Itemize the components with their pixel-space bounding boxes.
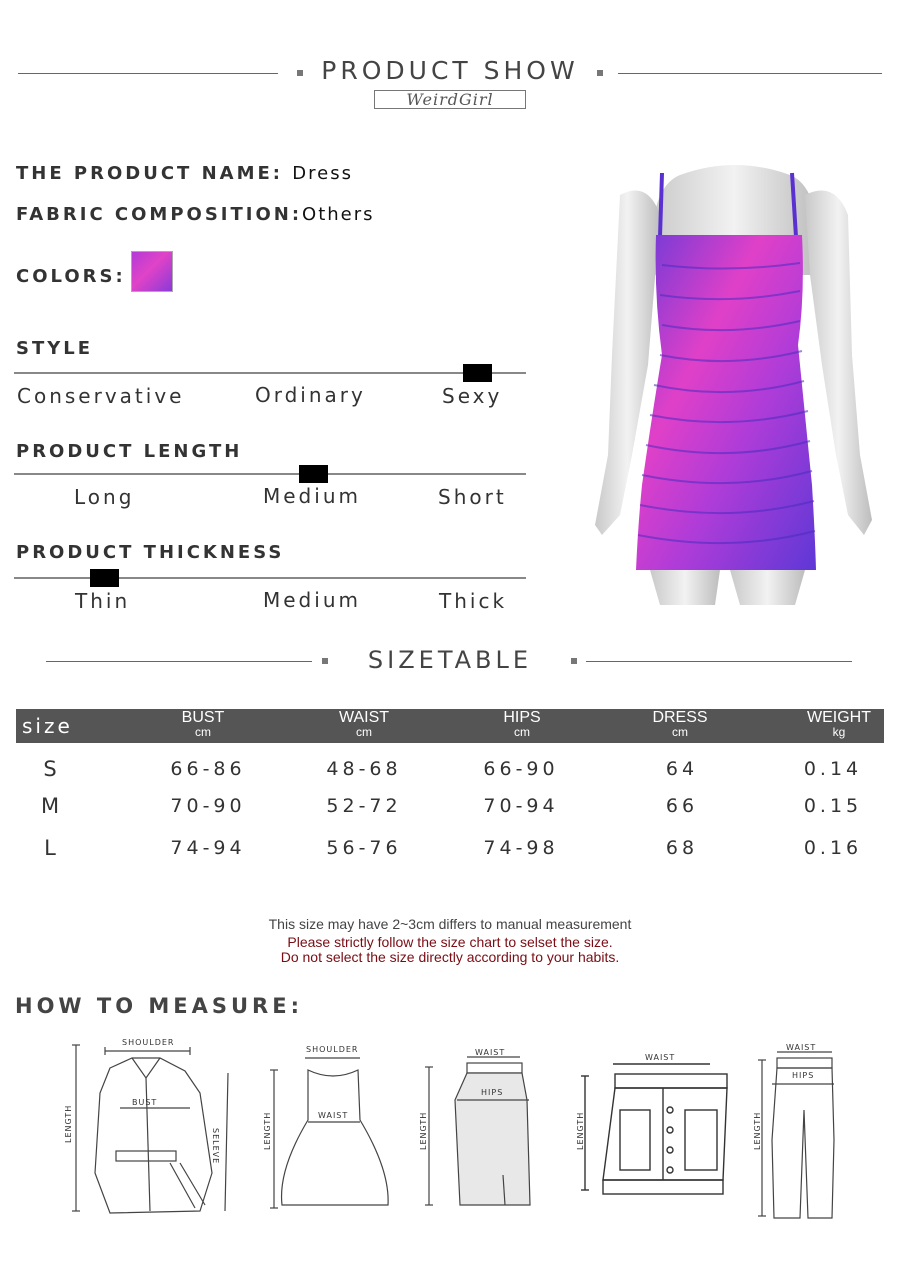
pants-sketch	[752, 1040, 852, 1225]
cell-dress: 68	[665, 837, 699, 859]
label-hips: HIPS	[481, 1088, 504, 1097]
header-dress	[640, 709, 720, 738]
label-length: LENGTH	[419, 1111, 428, 1150]
header-weight-name: WEIGHT	[807, 709, 871, 726]
dress-body	[636, 235, 816, 570]
header-weight-unit: kg	[832, 725, 846, 739]
label-length: LENGTH	[576, 1111, 585, 1150]
cell-bust: 70-90	[170, 795, 246, 817]
header-size: size	[22, 714, 73, 738]
dress-sketch	[260, 1040, 395, 1215]
sizetable-bullet-right	[571, 658, 577, 664]
label-waist: WAIST	[475, 1048, 506, 1057]
jacket-sketch	[50, 1033, 240, 1223]
style-scale-line	[14, 372, 526, 374]
header-rule-right	[618, 73, 882, 74]
mannequin-right-arm	[805, 191, 872, 536]
note-warning	[0, 935, 900, 965]
sizetable-title: SIZETABLE	[367, 646, 533, 674]
cell-dress: 66	[665, 795, 699, 817]
cell-hips: 70-94	[483, 795, 559, 817]
note-warning-line2: Do not select the size directly according to your habits.	[280, 949, 620, 965]
header-waist-unit: cm	[356, 725, 372, 739]
fabric-label: FABRIC COMPOSITION:	[16, 204, 303, 225]
dress-strap-left	[660, 173, 662, 237]
brand-logo: WeirdGirl	[374, 90, 526, 109]
label-length: LENGTH	[64, 1104, 73, 1143]
colors-label: COLORS:	[16, 266, 126, 287]
product-name-label: THE PRODUCT NAME:	[16, 163, 283, 184]
note-warning-line1: Please strictly follow the size chart to selset the size.	[287, 934, 613, 950]
style-option-sexy: Sexy	[442, 384, 503, 408]
cell-hips: 74-98	[483, 837, 559, 859]
cell-weight: 0.15	[803, 795, 863, 817]
product-name-value: Dress	[292, 163, 353, 184]
thickness-marker	[90, 569, 119, 587]
length-option-short: Short	[438, 485, 507, 509]
length-option-medium: Medium	[263, 484, 361, 508]
header-weight	[799, 709, 879, 738]
header-hips	[482, 709, 562, 738]
header-bust-unit: cm	[195, 725, 211, 739]
fabric-value: Others	[302, 204, 375, 225]
row-size: L	[44, 836, 56, 860]
header-hips-name: HIPS	[503, 709, 541, 726]
row-size: M	[40, 794, 60, 818]
label-hips: HIPS	[792, 1071, 815, 1080]
mannequin-right-leg	[730, 570, 805, 605]
thickness-option-medium: Medium	[263, 588, 361, 612]
cell-weight: 0.14	[803, 758, 863, 780]
length-title: PRODUCT LENGTH	[16, 441, 243, 462]
row-size: S	[43, 757, 57, 781]
thickness-option-thin: Thin	[75, 589, 131, 613]
header-hips-unit: cm	[514, 725, 530, 739]
cell-dress: 64	[665, 758, 699, 780]
header-dress-unit: cm	[672, 725, 688, 739]
label-waist: WAIST	[786, 1043, 817, 1052]
cell-bust: 74-94	[170, 837, 246, 859]
style-option-ordinary: Ordinary	[255, 383, 366, 407]
color-swatch[interactable]	[131, 251, 173, 292]
mannequin-left-leg	[650, 570, 720, 605]
label-length: LENGTH	[263, 1111, 272, 1150]
page-title: PRODUCT SHOW	[321, 56, 579, 85]
cell-waist: 48-68	[326, 758, 402, 780]
label-shoulder: SHOULDER	[306, 1045, 359, 1054]
fabric-row	[16, 204, 375, 225]
label-shoulder: SHOULDER	[122, 1038, 175, 1047]
label-waist: WAIST	[318, 1111, 349, 1120]
skirt-sketch	[415, 1045, 535, 1215]
cell-bust: 66-86	[170, 758, 246, 780]
length-marker	[299, 465, 328, 483]
thickness-option-thick: Thick	[439, 589, 508, 613]
header-waist	[324, 709, 404, 738]
style-option-conservative: Conservative	[17, 384, 185, 408]
cell-waist: 56-76	[326, 837, 402, 859]
cell-weight: 0.16	[803, 837, 863, 859]
how-to-measure-title: HOW TO MEASURE:	[15, 994, 303, 1018]
denim-skirt-sketch	[575, 1050, 755, 1200]
header-dress-name: DRESS	[652, 709, 708, 726]
label-sleeve: SELEVE	[211, 1128, 220, 1165]
header-bullet-right	[597, 70, 603, 76]
length-option-long: Long	[74, 485, 135, 509]
style-title: STYLE	[16, 338, 94, 359]
style-marker	[463, 364, 492, 382]
cell-waist: 52-72	[326, 795, 402, 817]
header-bust	[163, 709, 243, 738]
sizetable-rule-right	[586, 661, 852, 662]
length-scale-line	[14, 473, 526, 475]
label-length: LENGTH	[753, 1111, 762, 1150]
note-measurement: This size may have 2~3cm differs to manual measurement	[268, 916, 632, 932]
product-name-row	[16, 163, 353, 184]
sizetable-header	[16, 709, 884, 743]
thickness-title: PRODUCT THICKNESS	[16, 542, 285, 563]
label-waist: WAIST	[645, 1053, 676, 1062]
product-image	[590, 155, 880, 610]
header-bust-name: BUST	[181, 709, 225, 726]
header-waist-name: WAIST	[338, 709, 390, 726]
label-bust: BUST	[132, 1098, 158, 1107]
cell-hips: 66-90	[483, 758, 559, 780]
